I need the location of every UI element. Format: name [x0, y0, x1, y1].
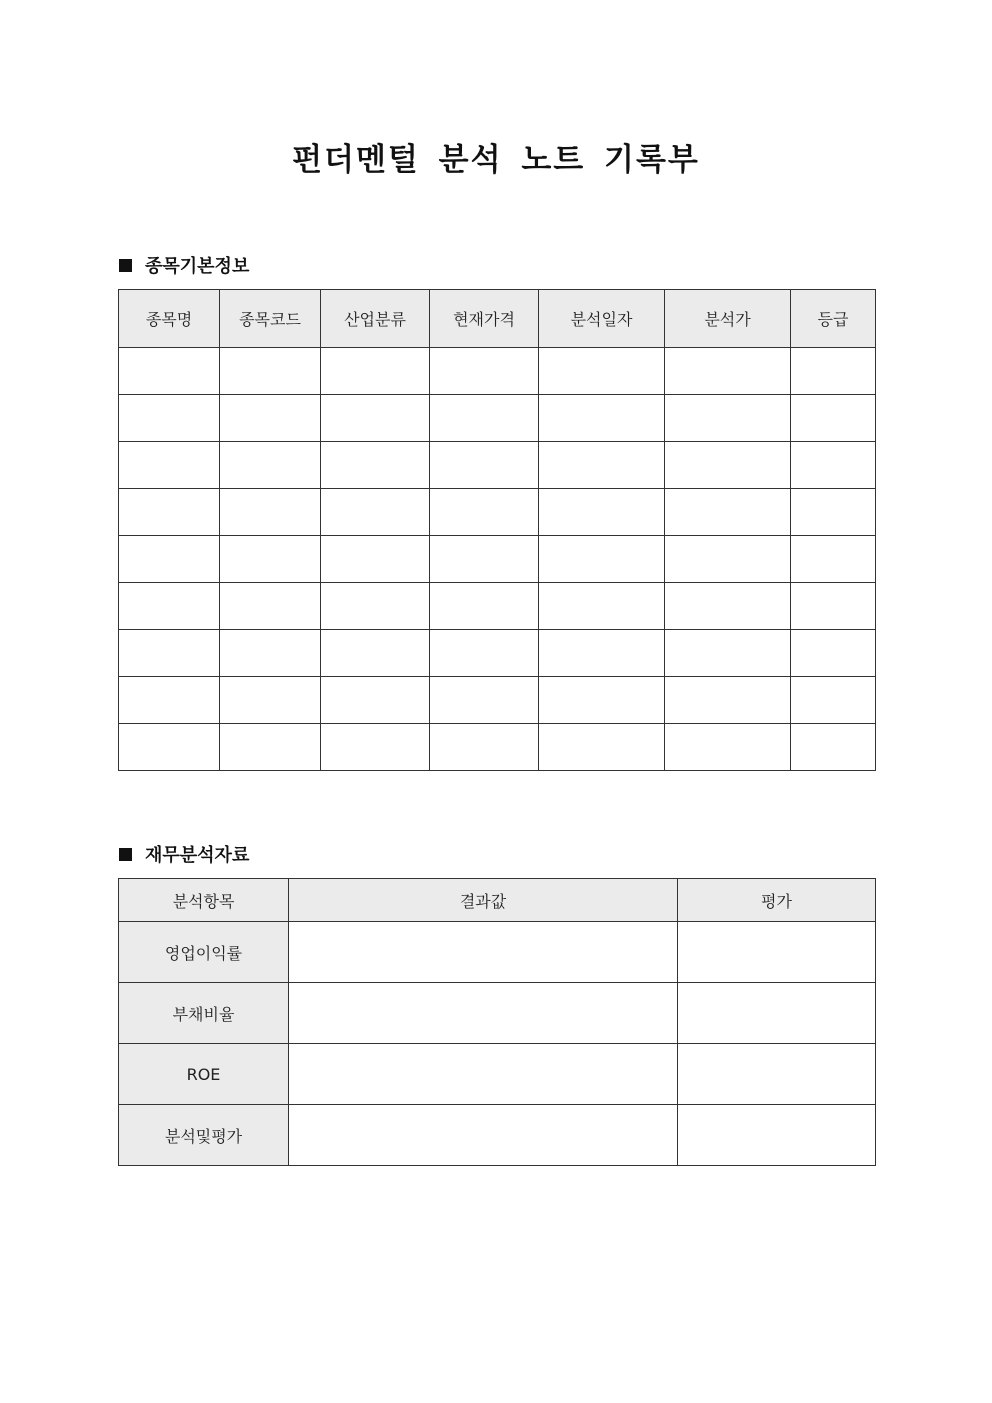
table-row	[119, 630, 876, 677]
table-cell[interactable]	[791, 724, 876, 771]
table-cell[interactable]	[665, 724, 791, 771]
table-cell[interactable]	[430, 395, 539, 442]
table-cell[interactable]	[220, 395, 321, 442]
evaluation-cell[interactable]	[678, 922, 876, 983]
column-header: 분석항목	[119, 879, 289, 922]
table-cell[interactable]	[539, 677, 665, 724]
row-label: 영업이익률	[119, 922, 289, 983]
table-cell[interactable]	[430, 489, 539, 536]
basic-info-table	[118, 289, 876, 771]
table-cell[interactable]	[791, 395, 876, 442]
table-cell[interactable]	[791, 583, 876, 630]
result-value-cell[interactable]	[289, 1044, 678, 1105]
table-cell[interactable]	[791, 442, 876, 489]
table-cell[interactable]	[119, 395, 220, 442]
table-cell[interactable]	[430, 724, 539, 771]
table-cell[interactable]	[665, 630, 791, 677]
financial-analysis-table	[118, 878, 876, 1166]
row-label: 부채비율	[119, 983, 289, 1044]
table-cell[interactable]	[791, 489, 876, 536]
table-row	[119, 442, 876, 489]
table-cell[interactable]	[791, 630, 876, 677]
table-cell[interactable]	[220, 442, 321, 489]
table-cell[interactable]	[220, 630, 321, 677]
table-cell[interactable]	[321, 395, 430, 442]
table-cell[interactable]	[321, 489, 430, 536]
table-cell[interactable]	[430, 583, 539, 630]
table-cell[interactable]	[119, 583, 220, 630]
table-cell[interactable]	[539, 724, 665, 771]
evaluation-cell[interactable]	[678, 1105, 876, 1166]
table-cell[interactable]	[321, 630, 430, 677]
table-cell[interactable]	[119, 489, 220, 536]
section-heading-financial	[119, 841, 249, 867]
table-cell[interactable]	[119, 677, 220, 724]
row-label: 분석및평가	[119, 1105, 289, 1166]
result-value-cell[interactable]	[289, 1105, 678, 1166]
section-heading-label: 종목기본정보	[145, 256, 250, 277]
table-cell[interactable]	[220, 583, 321, 630]
table-cell[interactable]	[430, 536, 539, 583]
table-cell[interactable]	[430, 442, 539, 489]
table-row	[119, 395, 876, 442]
square-bullet-icon	[119, 848, 132, 861]
column-header: 현재가격	[430, 290, 539, 348]
table-row	[119, 724, 876, 771]
table-cell[interactable]	[665, 677, 791, 724]
table-cell[interactable]	[119, 536, 220, 583]
table-cell[interactable]	[220, 536, 321, 583]
table-row	[119, 983, 876, 1044]
table-row	[119, 536, 876, 583]
table-cell[interactable]	[321, 442, 430, 489]
table-cell[interactable]	[791, 536, 876, 583]
table-cell[interactable]	[119, 348, 220, 395]
table-cell[interactable]	[539, 348, 665, 395]
table-cell[interactable]	[430, 348, 539, 395]
column-header: 종목명	[119, 290, 220, 348]
table-header-row	[119, 879, 876, 922]
table-cell[interactable]	[665, 395, 791, 442]
column-header: 결과값	[289, 879, 678, 922]
table-cell[interactable]	[665, 442, 791, 489]
result-value-cell[interactable]	[289, 983, 678, 1044]
square-bullet-icon	[119, 259, 132, 272]
table-cell[interactable]	[539, 442, 665, 489]
table-cell[interactable]	[430, 630, 539, 677]
table-cell[interactable]	[791, 348, 876, 395]
table-row	[119, 1105, 876, 1166]
table-cell[interactable]	[665, 536, 791, 583]
table-cell[interactable]	[119, 724, 220, 771]
section-heading-label: 재무분석자료	[145, 845, 250, 866]
row-label: ROE	[119, 1044, 289, 1105]
table-cell[interactable]	[220, 724, 321, 771]
table-cell[interactable]	[665, 489, 791, 536]
table-cell[interactable]	[791, 677, 876, 724]
table-cell[interactable]	[539, 536, 665, 583]
column-header: 평가	[678, 879, 876, 922]
table-cell[interactable]	[539, 395, 665, 442]
table-header-row	[119, 290, 876, 348]
table-cell[interactable]	[119, 630, 220, 677]
table-cell[interactable]	[220, 677, 321, 724]
table-cell[interactable]	[665, 583, 791, 630]
table-row	[119, 677, 876, 724]
table-row	[119, 922, 876, 983]
section-heading-basic-info	[119, 252, 249, 278]
table-cell[interactable]	[430, 677, 539, 724]
evaluation-cell[interactable]	[678, 983, 876, 1044]
table-cell[interactable]	[220, 348, 321, 395]
evaluation-cell[interactable]	[678, 1044, 876, 1105]
table-cell[interactable]	[321, 583, 430, 630]
table-cell[interactable]	[220, 489, 321, 536]
result-value-cell[interactable]	[289, 922, 678, 983]
table-cell[interactable]	[119, 442, 220, 489]
column-header: 분석일자	[539, 290, 665, 348]
column-header: 분석가	[665, 290, 791, 348]
table-cell[interactable]	[321, 348, 430, 395]
table-row	[119, 348, 876, 395]
table-cell[interactable]	[539, 489, 665, 536]
table-cell[interactable]	[321, 536, 430, 583]
table-row	[119, 1044, 876, 1105]
table-row	[119, 583, 876, 630]
table-row	[119, 489, 876, 536]
column-header: 산업분류	[321, 290, 430, 348]
table-cell[interactable]	[665, 348, 791, 395]
table-cell[interactable]	[539, 630, 665, 677]
column-header: 종목코드	[220, 290, 321, 348]
column-header: 등급	[791, 290, 876, 348]
table-cell[interactable]	[539, 583, 665, 630]
table-cell[interactable]	[321, 724, 430, 771]
table-cell[interactable]	[321, 677, 430, 724]
page-title: 펀더멘털 분석 노트 기록부	[292, 142, 700, 178]
